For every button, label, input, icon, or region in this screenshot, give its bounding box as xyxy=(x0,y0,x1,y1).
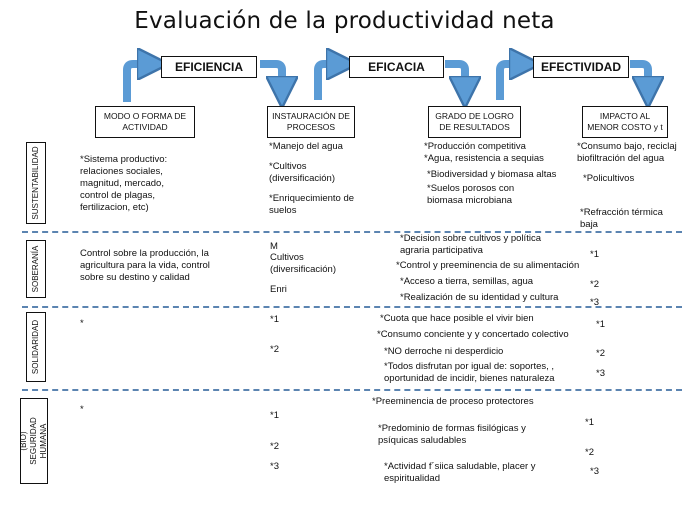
cell-sol-res-2: *Consumo conciente y y concertado colectivo xyxy=(377,329,569,340)
cell-sob-res-2: *Control y preeminencia de su alimentación xyxy=(396,260,580,271)
cell-seg-proc-2: *2 xyxy=(270,441,279,452)
column-impacto-costo: IMPACTO AL MENOR COSTO y t xyxy=(582,106,668,138)
cell-seg-imp-2: *2 xyxy=(585,447,594,458)
cell-sol-res-3: *NO derroche ni desperdicio xyxy=(384,346,504,357)
cell-seg-proc-3: *3 xyxy=(270,461,279,472)
cell-sob-res-3: *Acceso a tierra, semillas, agua xyxy=(400,276,534,287)
row-label-soberania: SOBERANÍA xyxy=(26,240,46,298)
arrow-to-grado xyxy=(445,64,465,92)
cell-seg-proc-1: *1 xyxy=(270,410,279,421)
cell-sust-res-1: *Producción competitiva *Agua, resistencia a sequias xyxy=(424,141,544,164)
cell-sol-res-4: *Todos disfrutan por igual de: soportes, , oportunidad de incidir, bienes naturaleza xyxy=(384,361,555,384)
stage-efectividad: EFECTIVIDAD xyxy=(533,56,629,78)
cell-sust-res-3: *Suelos porosos con biomasa microbiana xyxy=(427,183,515,206)
cell-sol-imp-3: *3 xyxy=(596,368,605,379)
stage-eficacia: EFICACIA xyxy=(349,56,444,78)
diagram-title: Evaluación de la productividad neta xyxy=(134,8,555,34)
cell-sob-imp-3: *3 xyxy=(590,297,599,308)
row-label-bioseguridad: (BIO) SEGURIDAD HUMANA xyxy=(20,398,48,484)
column-grado-resultados: GRADO DE LOGRO DE RESULTADOS xyxy=(428,106,521,138)
cell-sust-proc-3: *Enriquecimiento de suelos xyxy=(269,193,355,216)
cell-sol-proc-2: *2 xyxy=(270,344,279,355)
cell-sust-proc-2: *Cultivos (diversificación) xyxy=(269,161,335,184)
cell-sust-imp-3: *Refracción térmica baja xyxy=(580,207,663,230)
arrow-to-efectividad xyxy=(500,64,525,100)
cell-sust-modo: *Sistema productivo: relaciones sociales, magnitud, mercado, control de plagas, fertilizacion, etc) xyxy=(80,154,168,213)
arrow-to-impacto xyxy=(630,64,648,92)
cell-sol-imp-2: *2 xyxy=(596,348,605,359)
row-label-solidaridad: SOLIDARIDAD xyxy=(26,312,46,382)
cell-sob-imp-2: *2 xyxy=(590,279,599,290)
cell-sob-modo: Control sobre la producción, la agricultura para la vida, control sobre su destino y calidad xyxy=(80,248,210,283)
column-modo-actividad: MODO O FORMA DE ACTIVIDAD xyxy=(95,106,195,138)
arrow-to-eficiencia xyxy=(127,64,153,102)
row-separator-3 xyxy=(22,389,682,391)
cell-sob-imp-1: *1 xyxy=(590,249,599,260)
stage-eficiencia: EFICIENCIA xyxy=(161,56,257,78)
cell-sust-res-2: *Biodiversidad y biomasa altas xyxy=(427,169,557,180)
cell-seg-res-3: *Actividad f´siica saludable, placer y espiritualidad xyxy=(384,461,536,484)
cell-seg-modo: * xyxy=(80,404,84,415)
cell-sob-proc-1: M xyxy=(270,241,278,252)
cell-seg-res-2: *Predominio de formas fisilógicas y psíquicas saludables xyxy=(378,423,526,446)
cell-sob-res-1: *Decision sobre cultivos y política agraria participativa xyxy=(400,233,541,256)
row-separator-1 xyxy=(22,231,682,233)
cell-sob-proc-3: Enri xyxy=(270,284,287,295)
cell-sol-modo: * xyxy=(80,318,84,329)
cell-sust-proc-1: *Manejo del agua xyxy=(269,141,343,152)
cell-sol-imp-1: *1 xyxy=(596,319,605,330)
cell-sust-imp-1: *Consumo bajo, reciclaj biofiltración del agua xyxy=(577,141,677,164)
arrow-to-eficacia xyxy=(318,64,342,100)
column-instauracion-procesos: INSTAURACIÓN DE PROCESOS xyxy=(267,106,355,138)
cell-seg-imp-1: *1 xyxy=(585,417,594,428)
arrow-to-instauracion xyxy=(260,64,282,92)
cell-sol-proc-1: *1 xyxy=(270,314,279,325)
cell-sust-imp-2: *Policultivos xyxy=(583,173,635,184)
row-separator-2 xyxy=(22,306,682,308)
cell-seg-imp-3: *3 xyxy=(590,466,599,477)
cell-sol-res-1: *Cuota que hace posible el vivir bien xyxy=(380,313,534,324)
cell-sob-res-4: *Realización de su identidad y cultura xyxy=(400,292,559,303)
row-label-sustentabilidad: SUSTENTABILIDAD xyxy=(26,142,46,224)
cell-sob-proc-2: Cultivos (diversificación) xyxy=(270,252,336,275)
cell-seg-res-1: *Preeminencia de proceso protectores xyxy=(372,396,534,407)
